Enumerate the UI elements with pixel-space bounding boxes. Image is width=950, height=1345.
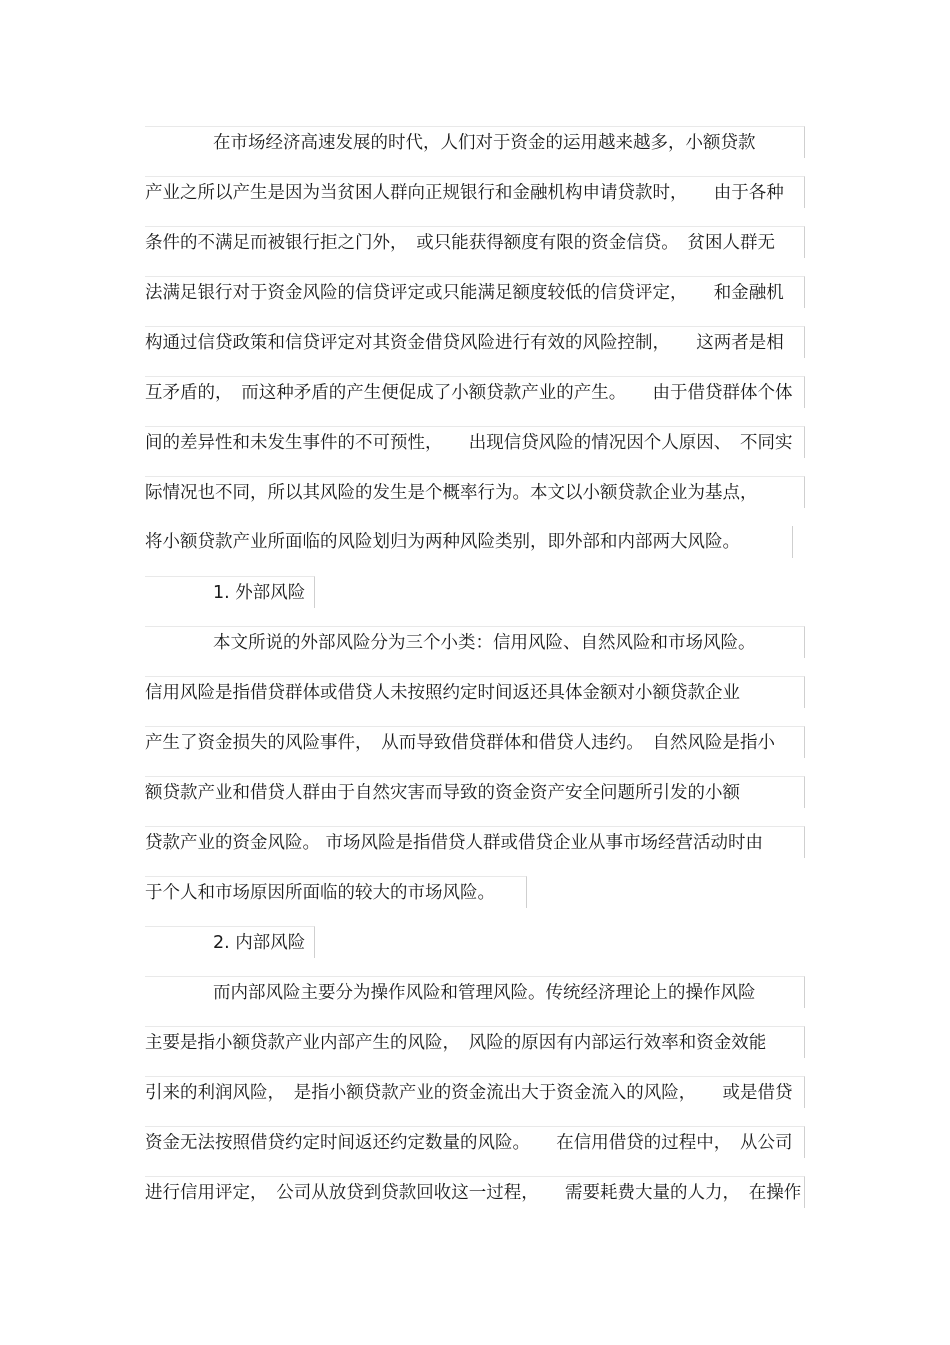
paragraph-line: 于个人和市场原因所面临的较大的市场风险。 — [145, 876, 527, 908]
paragraph-line: 引来的利润风险， 是指小额贷款产业的资金流出大于资金流入的风险， 或是借贷 — [145, 1076, 805, 1108]
paragraph-line: 际情况也不同，所以其风险的发生是个概率行为。本文以小额贷款企业为基点， — [145, 476, 805, 508]
paragraph-line: 产业之所以产生是因为当贫困人群向正规银行和金融机构申请贷款时， 由于各种 — [145, 176, 805, 208]
paragraph-line: 本文所说的外部风险分为三个小类：信用风险、自然风险和市场风险。 — [145, 626, 805, 658]
paragraph-line: 间的差异性和未发生事件的不可预性， 出现信贷风险的情况因个人原因、 不同实 — [145, 426, 805, 458]
paragraph-line: 在市场经济高速发展的时代，人们对于资金的运用越来越多，小额贷款 — [145, 126, 805, 158]
paragraph-line: 条件的不满足而被银行拒之门外， 或只能获得额度有限的资金信贷。 贫困人群无 — [145, 226, 805, 258]
paragraph-line: 而内部风险主要分为操作风险和管理风险。传统经济理论上的操作风险 — [145, 976, 805, 1008]
paragraph-line: 互矛盾的， 而这种矛盾的产生便促成了小额贷款产业的产生。 由于借贷群体个体 — [145, 376, 805, 408]
paragraph-line: 资金无法按照借贷约定时间返还约定数量的风险。 在信用借贷的过程中， 从公司 — [145, 1126, 805, 1158]
paragraph-line: 额贷款产业和借贷人群由于自然灾害而导致的资金资产安全问题所引发的小额 — [145, 776, 805, 808]
paragraph-line: 将小额贷款产业所面临的风险划归为两种风险类别，即外部和内部两大风险。 — [145, 526, 793, 558]
paragraph-line: 产生了资金损失的风险事件， 从而导致借贷群体和借贷人违约。 自然风险是指小 — [145, 726, 805, 758]
paragraph-line: 法满足银行对于资金风险的信贷评定或只能满足额度较低的信贷评定， 和金融机 — [145, 276, 805, 308]
paragraph-line: 进行信用评定， 公司从放贷到贷款回收这一过程， 需要耗费大量的人力， 在操作 — [145, 1176, 805, 1208]
section-heading-external-risk: 1. 外部风险 — [145, 576, 315, 608]
paragraph-line: 贷款产业的资金风险。 市场风险是指借贷人群或借贷企业从事市场经营活动时由 — [145, 826, 805, 858]
section-heading-internal-risk: 2. 内部风险 — [145, 926, 315, 958]
paragraph-line: 信用风险是指借贷群体或借贷人未按照约定时间返还具体金额对小额贷款企业 — [145, 676, 805, 708]
paragraph-line: 构通过信贷政策和信贷评定对其资金借贷风险进行有效的风险控制， 这两者是相 — [145, 326, 805, 358]
paragraph-line: 主要是指小额贷款产业内部产生的风险， 风险的原因有内部运行效率和资金效能 — [145, 1026, 805, 1058]
